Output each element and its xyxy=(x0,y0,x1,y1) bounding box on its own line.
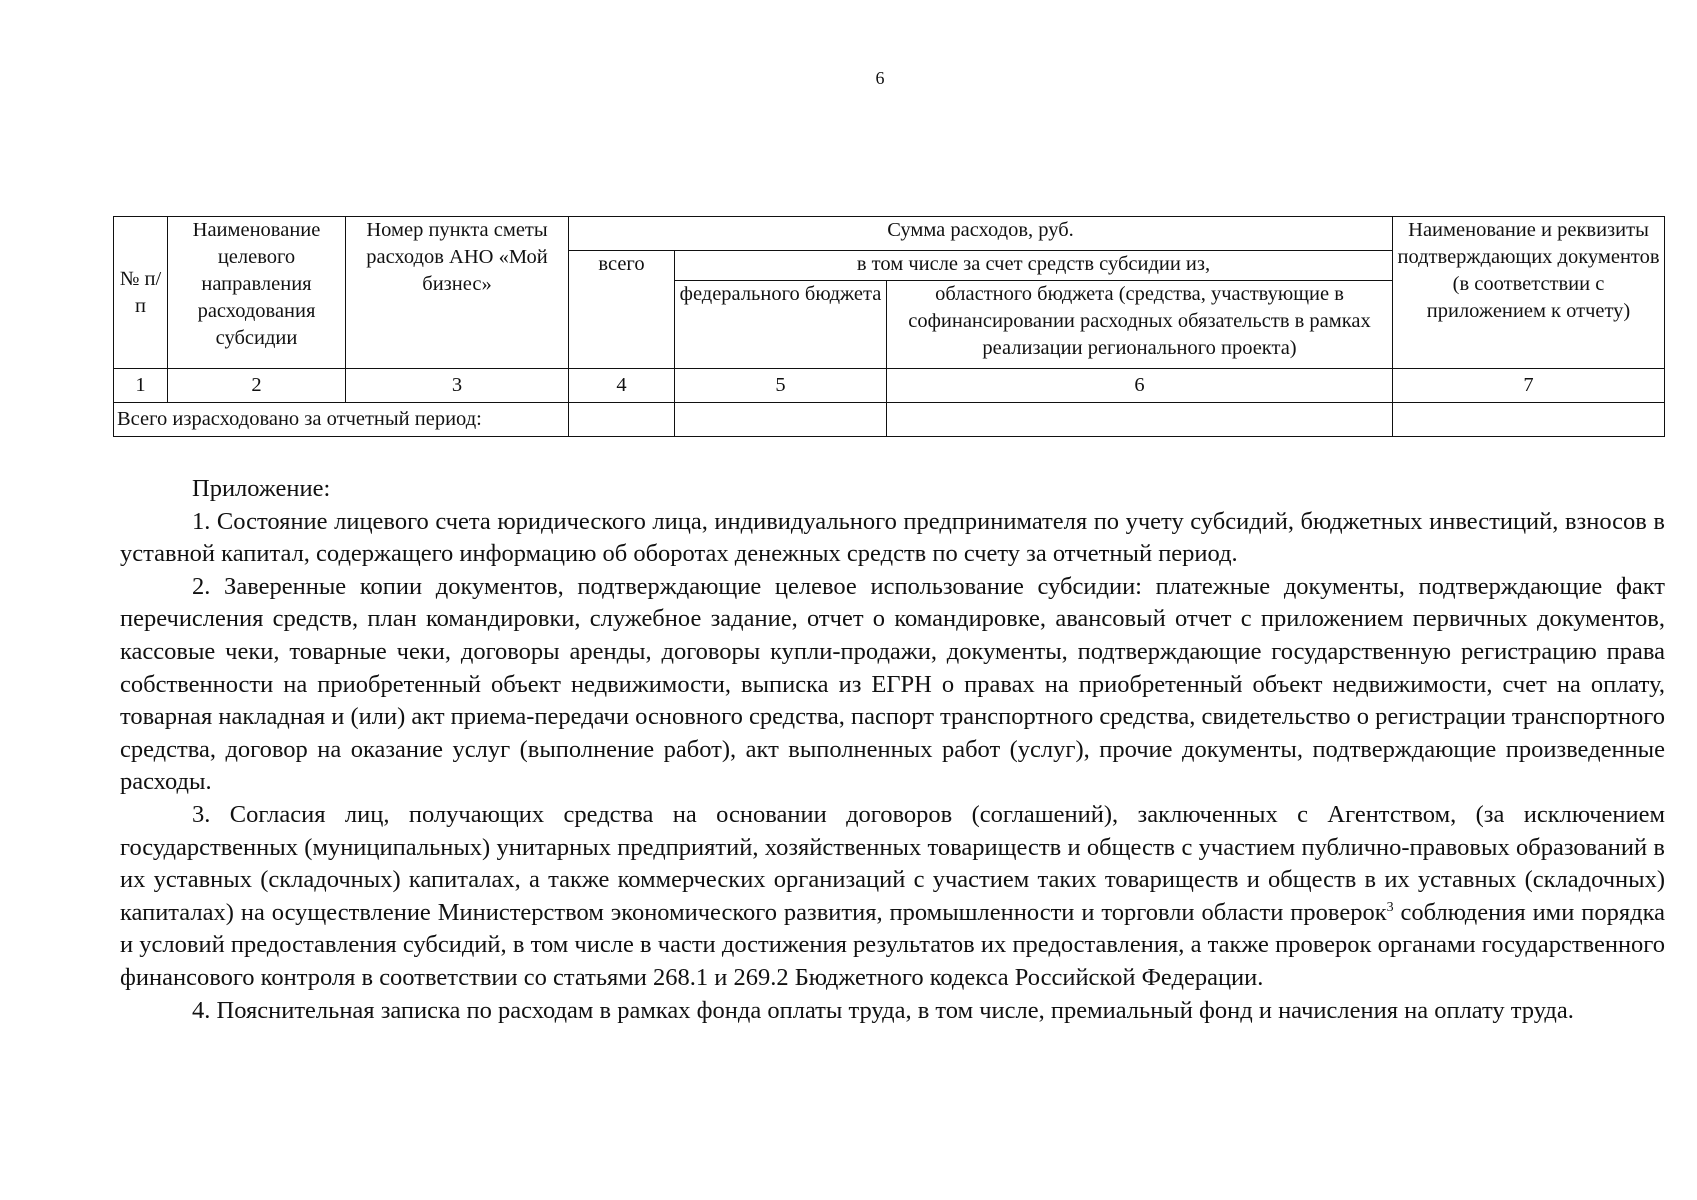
header-target: Наименование целевого направления расходования субсидии xyxy=(168,217,346,369)
appendix-item-3-text-cont: соблюдения ими порядка и условий предоставления субсидий, в том числе в части достижения результатов их предоставления, а также проверок органами государственного финансового контроля в соответствии со статьями 268.1 и 269.2 Бюджетного кодекса Российской Федерации. xyxy=(120,898,1665,991)
column-number: 3 xyxy=(346,369,569,403)
appendix-item-1: 1. Состояние лицевого счета юридического лица, индивидуального предпринимателя по учету субсидий, бюджетных инвестиций, взносов в уставной капитал, содержащего информацию об оборотах денежных средств по счету за отчетный период. xyxy=(120,507,1665,568)
column-number: 2 xyxy=(168,369,346,403)
total-docs-cell xyxy=(1393,403,1665,437)
appendix-item-2: 2. Заверенные копии документов, подтверждающие целевое использование субсидии: платежные документы, подтверждающие факт перечисления средств, план командировки, служебное задание, отчет о командировке, авансовый отчет с приложением первичных документов, кассовые чеки, товарные чеки, договоры аренды, договоры купли-продажи, документы, подтверждающие государственную регистрацию права собственности на приобретенный объект недвижимости, выписка из ЕГРН о правах на приобретенный объект недвижимости, счет на оплату, товарная накладная и (или) акт приема-передачи основного средства, паспорт транспортного средства, свидетельство о регистрации транспортного средства, договор на оказание услуг (выполнение работ), акт выполненных работ (услуг), прочие документы, подтверждающие произведенные расходы. xyxy=(120,572,1665,796)
appendix-item-3-text: 3. Согласия лиц, получающих средства на основании договоров (соглашений), заключенных с Агентством, (за исключением государственных (муниципальных) унитарных предприятий, хозяйственных товариществ и обществ с участием публично-правовых образований в их уставных (складочных) капиталах, а также коммерческих организаций с участием таких товариществ и обществ в их уставных (складочных) капиталах) на осуществление Министерством экономического развития, промышленности и торговли области проверок xyxy=(120,800,1665,926)
total-federal-cell xyxy=(675,403,887,437)
appendix-section xyxy=(120,473,1665,1027)
column-number: 5 xyxy=(675,369,887,403)
expense-report-table xyxy=(113,216,1665,437)
appendix-heading: Приложение: xyxy=(192,475,331,502)
header-regional: областного бюджета (средства, участвующие в софинансировании расходных обязательств в рамках реализации регионального проекта) xyxy=(887,281,1393,369)
header-incl: в том числе за счет средств субсидии из, xyxy=(675,251,1393,281)
appendix-item-4: 4. Пояснительная записка по расходам в рамках фонда оплаты труда, в том числе, премиальный фонд и начисления на оплату труда. xyxy=(192,996,1574,1024)
page-number: 6 xyxy=(875,68,885,88)
header-num: № п/п xyxy=(114,217,168,369)
header-federal: федерального бюджета xyxy=(675,281,887,369)
header-sum: Сумма расходов, руб. xyxy=(569,217,1393,251)
footnote-marker: 3 xyxy=(1386,899,1394,915)
header-total: всего xyxy=(569,251,675,369)
column-numbers-row xyxy=(114,369,1665,403)
total-row xyxy=(114,403,1665,437)
header-smeta: Номер пункта сметы расходов АНО «Мой бизнес» xyxy=(346,217,569,369)
column-number: 7 xyxy=(1393,369,1665,403)
column-number: 4 xyxy=(569,369,675,403)
total-row-label: Всего израсходовано за отчетный период: xyxy=(114,403,569,437)
column-number: 6 xyxy=(887,369,1393,403)
header-docs: Наименование и реквизиты подтверждающих документов (в соответствии с приложением к отчету) xyxy=(1393,217,1665,369)
appendix-item-3 xyxy=(120,799,1665,995)
total-cell xyxy=(569,403,675,437)
total-regional-cell xyxy=(887,403,1393,437)
column-number: 1 xyxy=(114,369,168,403)
